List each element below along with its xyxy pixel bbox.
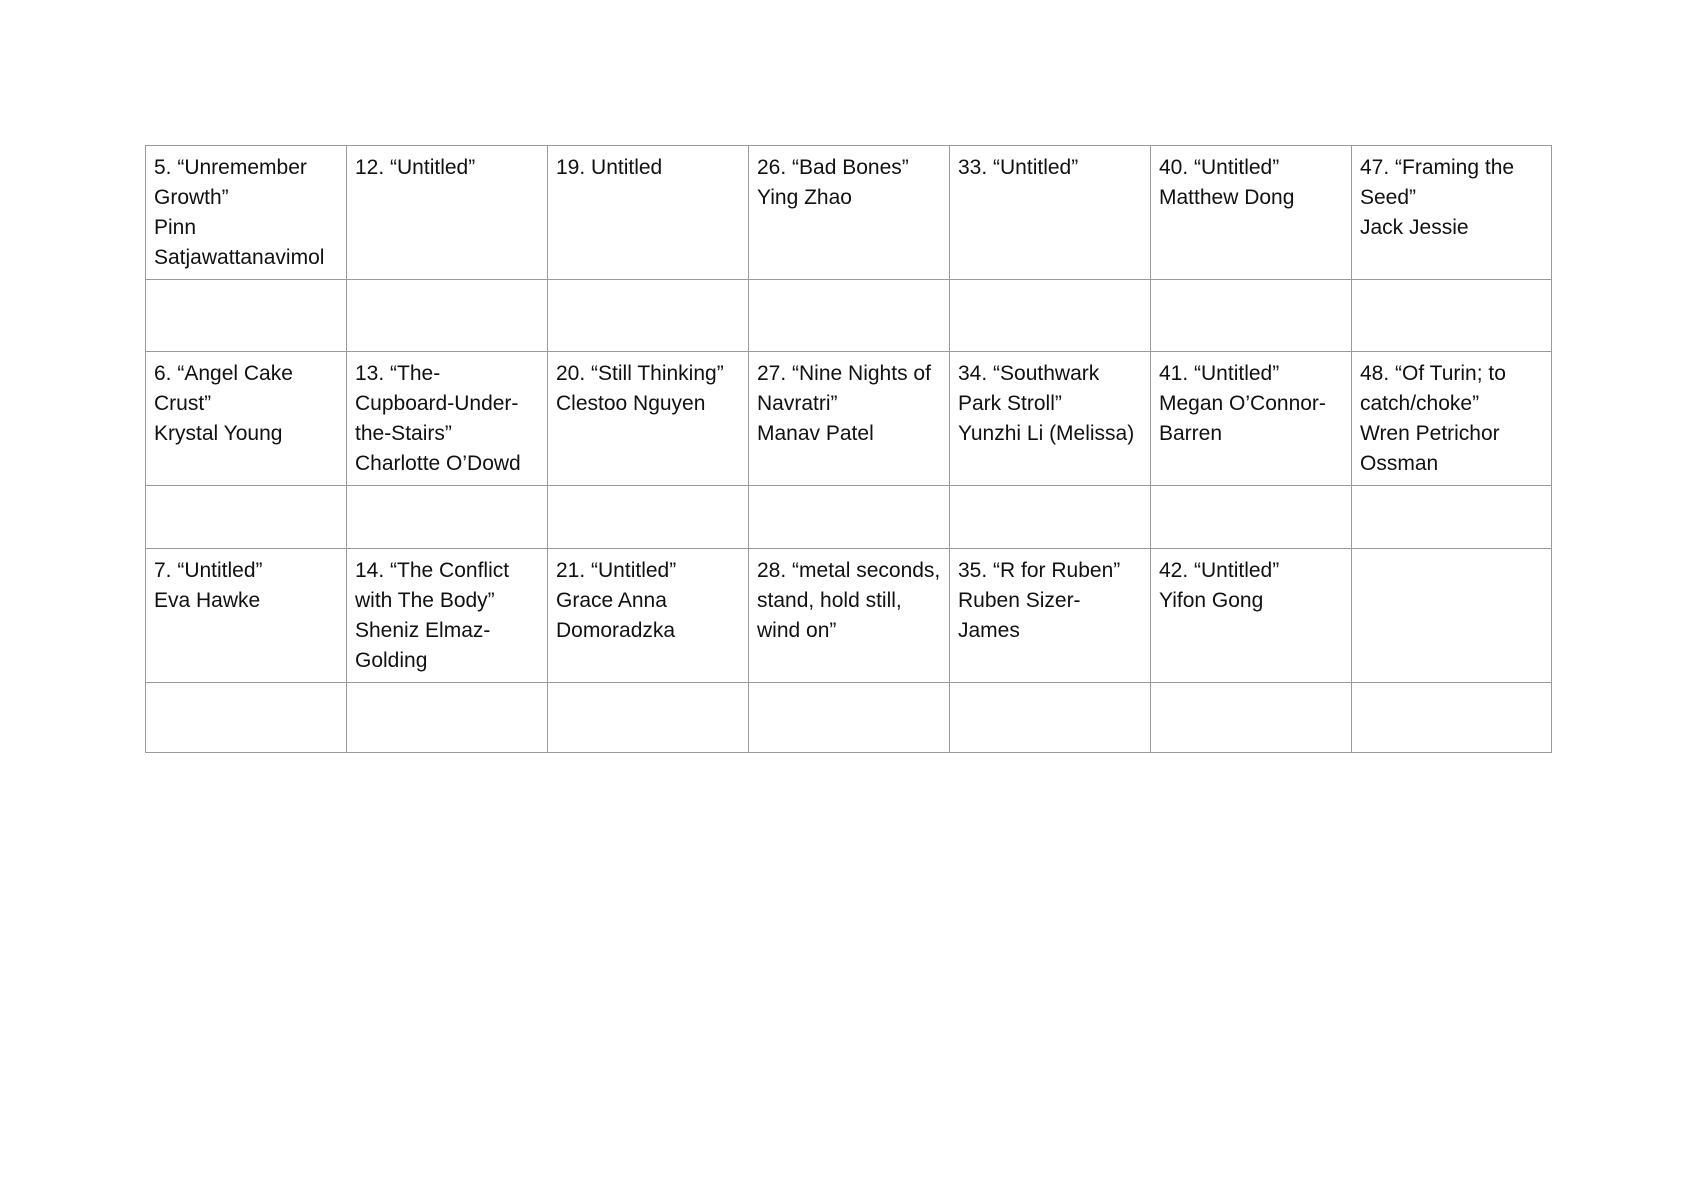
artwork-cell	[347, 146, 548, 280]
empty-cell	[950, 683, 1151, 753]
table-row	[146, 549, 1552, 683]
empty-cell	[548, 280, 749, 352]
empty-cell	[1352, 683, 1552, 753]
artwork-title: 41. “Untitled”	[1159, 362, 1280, 385]
artwork-title: 35. “R for Ruben”	[958, 559, 1121, 582]
artwork-cell	[749, 352, 950, 486]
artwork-cell	[548, 549, 749, 683]
artwork-title: 48. “Of Turin; to catch/choke”	[1360, 362, 1506, 415]
artwork-title: 20. “Still Thinking”	[556, 362, 724, 385]
artist-name: Ying Zhao	[757, 186, 852, 209]
artwork-title: 47. “Framing the Seed”	[1360, 156, 1515, 209]
empty-cell	[146, 280, 347, 352]
empty-cell	[347, 280, 548, 352]
empty-cell	[146, 683, 347, 753]
artwork-cell	[146, 352, 347, 486]
artwork-cell	[1352, 549, 1552, 683]
artwork-cell	[950, 146, 1151, 280]
empty-cell	[347, 683, 548, 753]
artwork-cell	[1352, 352, 1552, 486]
empty-cell	[548, 486, 749, 549]
artwork-cell	[347, 352, 548, 486]
artwork-cell	[1151, 146, 1352, 280]
artist-name: Jack Jessie	[1360, 216, 1469, 239]
artwork-cell	[950, 549, 1151, 683]
artwork-title: 21. “Untitled”	[556, 559, 677, 582]
artist-name: Krystal Young	[154, 422, 283, 445]
artwork-table	[145, 145, 1552, 753]
artist-name: Yunzhi Li (Melissa)	[958, 422, 1135, 445]
empty-cell	[1352, 280, 1552, 352]
artwork-cell	[749, 549, 950, 683]
empty-cell	[950, 486, 1151, 549]
artwork-cell	[950, 352, 1151, 486]
empty-cell	[1151, 486, 1352, 549]
empty-cell	[1352, 486, 1552, 549]
spacer-row	[146, 486, 1552, 549]
artwork-title: 14. “The Conflict with The Body”	[355, 559, 510, 612]
empty-cell	[1151, 280, 1352, 352]
artist-name: Pinn Satjawattanavimol	[154, 216, 325, 269]
table-row	[146, 146, 1552, 280]
artwork-title: 33. “Untitled”	[958, 156, 1079, 179]
artist-name: Clestoo Nguyen	[556, 392, 706, 415]
artwork-cell	[347, 549, 548, 683]
artwork-title: 7. “Untitled”	[154, 559, 263, 582]
empty-cell	[749, 486, 950, 549]
artwork-list-page	[145, 145, 1552, 753]
empty-cell	[749, 683, 950, 753]
artist-name: Yifon Gong	[1159, 589, 1264, 612]
empty-cell	[950, 280, 1151, 352]
artwork-cell	[1151, 352, 1352, 486]
empty-cell	[749, 280, 950, 352]
artwork-cell	[548, 352, 749, 486]
empty-cell	[146, 486, 347, 549]
artwork-title: 26. “Bad Bones”	[757, 156, 909, 179]
artwork-cell	[548, 146, 749, 280]
spacer-row	[146, 280, 1552, 352]
artwork-cell	[749, 146, 950, 280]
artwork-title: 19. Untitled	[556, 156, 663, 179]
artist-name: Manav Patel	[757, 422, 874, 445]
artwork-title: 42. “Untitled”	[1159, 559, 1280, 582]
artwork-cell	[146, 549, 347, 683]
table-row	[146, 352, 1552, 486]
artwork-title: 13. “The-Cupboard-Under-the-Stairs”	[355, 362, 519, 445]
artwork-title: 27. “Nine Nights of Navratri”	[757, 362, 931, 415]
empty-cell	[347, 486, 548, 549]
artwork-title: 5. “Unremember Growth”	[154, 156, 307, 209]
empty-cell	[1151, 683, 1352, 753]
artist-name: Megan O’Connor-Barren	[1159, 392, 1326, 445]
artwork-title: 12. “Untitled”	[355, 156, 476, 179]
artist-name: Wren Petrichor Ossman	[1360, 422, 1500, 475]
artwork-title: 40. “Untitled”	[1159, 156, 1280, 179]
artist-name: Grace Anna Domoradzka	[556, 589, 676, 642]
artist-name: Sheniz Elmaz-Golding	[355, 619, 491, 672]
spacer-row	[146, 683, 1552, 753]
artwork-title: 28. “metal seconds, stand, hold still, wind on”	[757, 559, 941, 642]
artwork-cell	[1151, 549, 1352, 683]
artist-name: Charlotte O’Dowd	[355, 452, 521, 475]
artwork-cell	[146, 146, 347, 280]
artwork-cell	[1352, 146, 1552, 280]
artist-name: Eva Hawke	[154, 589, 261, 612]
artist-name: Ruben Sizer-James	[958, 589, 1081, 642]
artist-name: Matthew Dong	[1159, 186, 1295, 209]
empty-cell	[548, 683, 749, 753]
artwork-title: 34. “Southwark Park Stroll”	[958, 362, 1100, 415]
artwork-title: 6. “Angel Cake Crust”	[154, 362, 293, 415]
